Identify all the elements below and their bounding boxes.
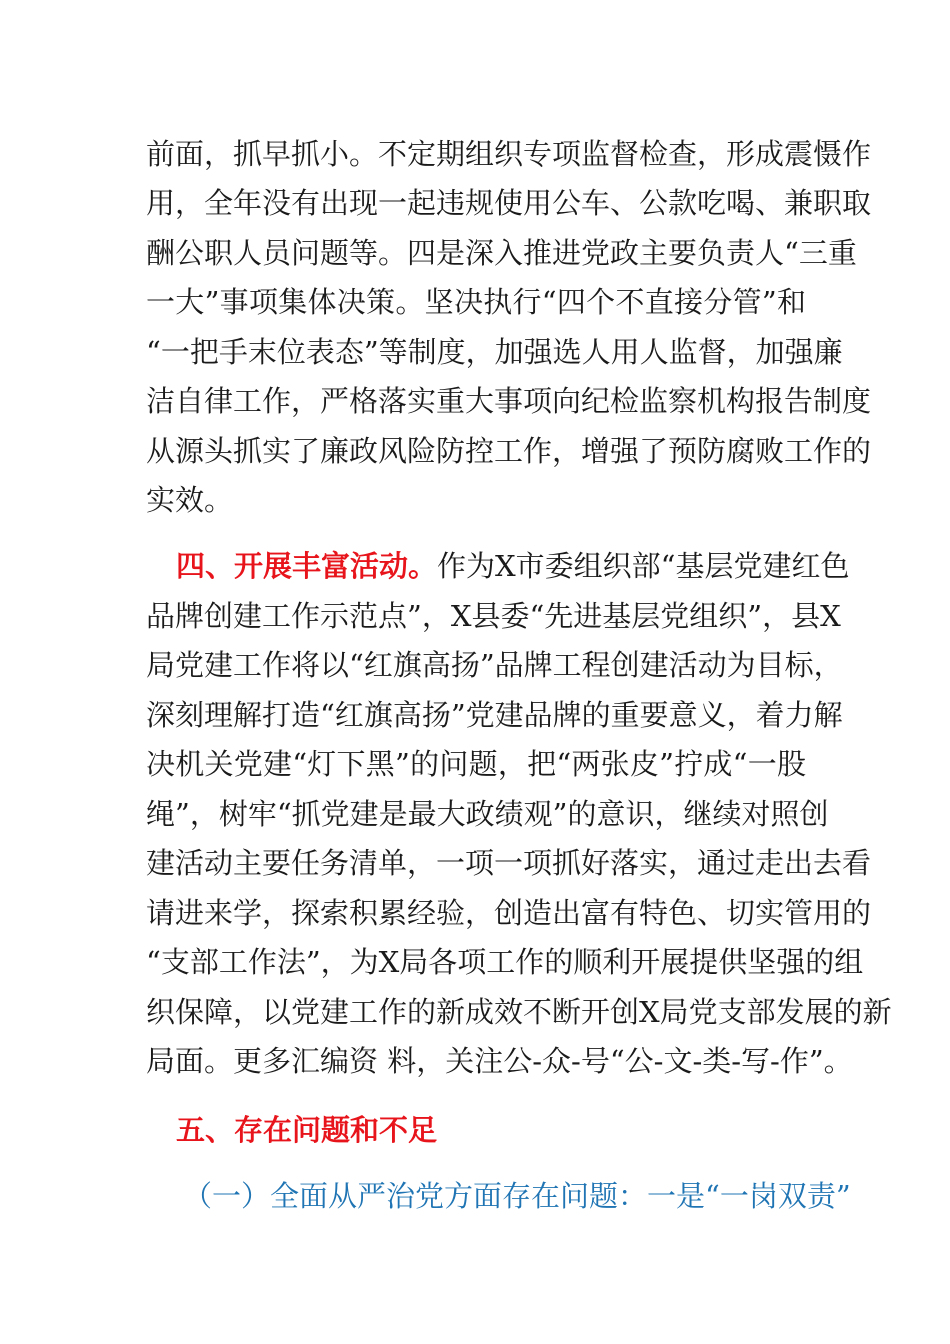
- p1-line-5: “一把手末位表态”等制度，加强选人用人监督，加强廉: [146, 335, 843, 369]
- section4-first-line-rest: 作为X市委组织部“基层党建红色: [437, 549, 850, 583]
- section4-heading: 四、开展丰富活动。: [176, 549, 438, 583]
- s4-line-7: 建活动主要任务清单，一项一项抓好落实，通过走出去看: [146, 846, 872, 880]
- p1-line-8: 实效。: [146, 483, 234, 517]
- section5-sub1: （一）全面从严治党方面存在问题：一是“一岗双责”: [183, 1179, 851, 1213]
- s4-line-3: 局党建工作将以“红旗高扬”品牌工程创建活动为目标，: [146, 648, 843, 682]
- section5-heading: 五、存在问题和不足: [176, 1113, 438, 1147]
- section4-first-line: [176, 548, 850, 584]
- p1-line-3: 酬公职人员问题等。四是深入推进党政主要负责人“三重: [146, 236, 857, 270]
- s4-line-8: 请进来学，探索积累经验，创造出富有特色、切实管用的: [146, 896, 872, 930]
- p1-line-1: 前面，抓早抓小。不定期组织专项监督检查，形成震慑作: [146, 137, 872, 171]
- p1-line-2: 用，全年没有出现一起违规使用公车、公款吃喝、兼职取: [146, 186, 872, 220]
- s4-line-4: 深刻理解打造“红旗高扬”党建品牌的重要意义，着力解: [146, 698, 843, 732]
- s4-line-10: 织保障，以党建工作的新成效不断开创X局党支部发展的新: [146, 995, 892, 1029]
- s4-line-5: 决机关党建“灯下黑”的问题，把“两张皮”拧成“一股: [146, 747, 806, 781]
- s4-line-9: “支部工作法”，为X局各项工作的顺利开展提供坚强的组: [146, 945, 864, 979]
- p1-line-4: 一大”事项集体决策。坚决执行“四个不直接分管”和: [146, 285, 806, 319]
- s4-line-11: 局面。更多汇编资 料，关注公-众-号“公-文-类-写-作”。: [146, 1044, 853, 1078]
- s4-line-6: 绳”，树牢“抓党建是最大政绩观”的意识，继续对照创: [146, 797, 829, 831]
- p1-line-6: 洁自律工作，严格落实重大事项向纪检监察机构报告制度: [146, 384, 872, 418]
- s4-line-2: 品牌创建工作示范点”，X县委“先进基层党组织”，县X: [146, 599, 841, 633]
- p1-line-7: 从源头抓实了廉政风险防控工作，增强了预防腐败工作的: [146, 434, 872, 468]
